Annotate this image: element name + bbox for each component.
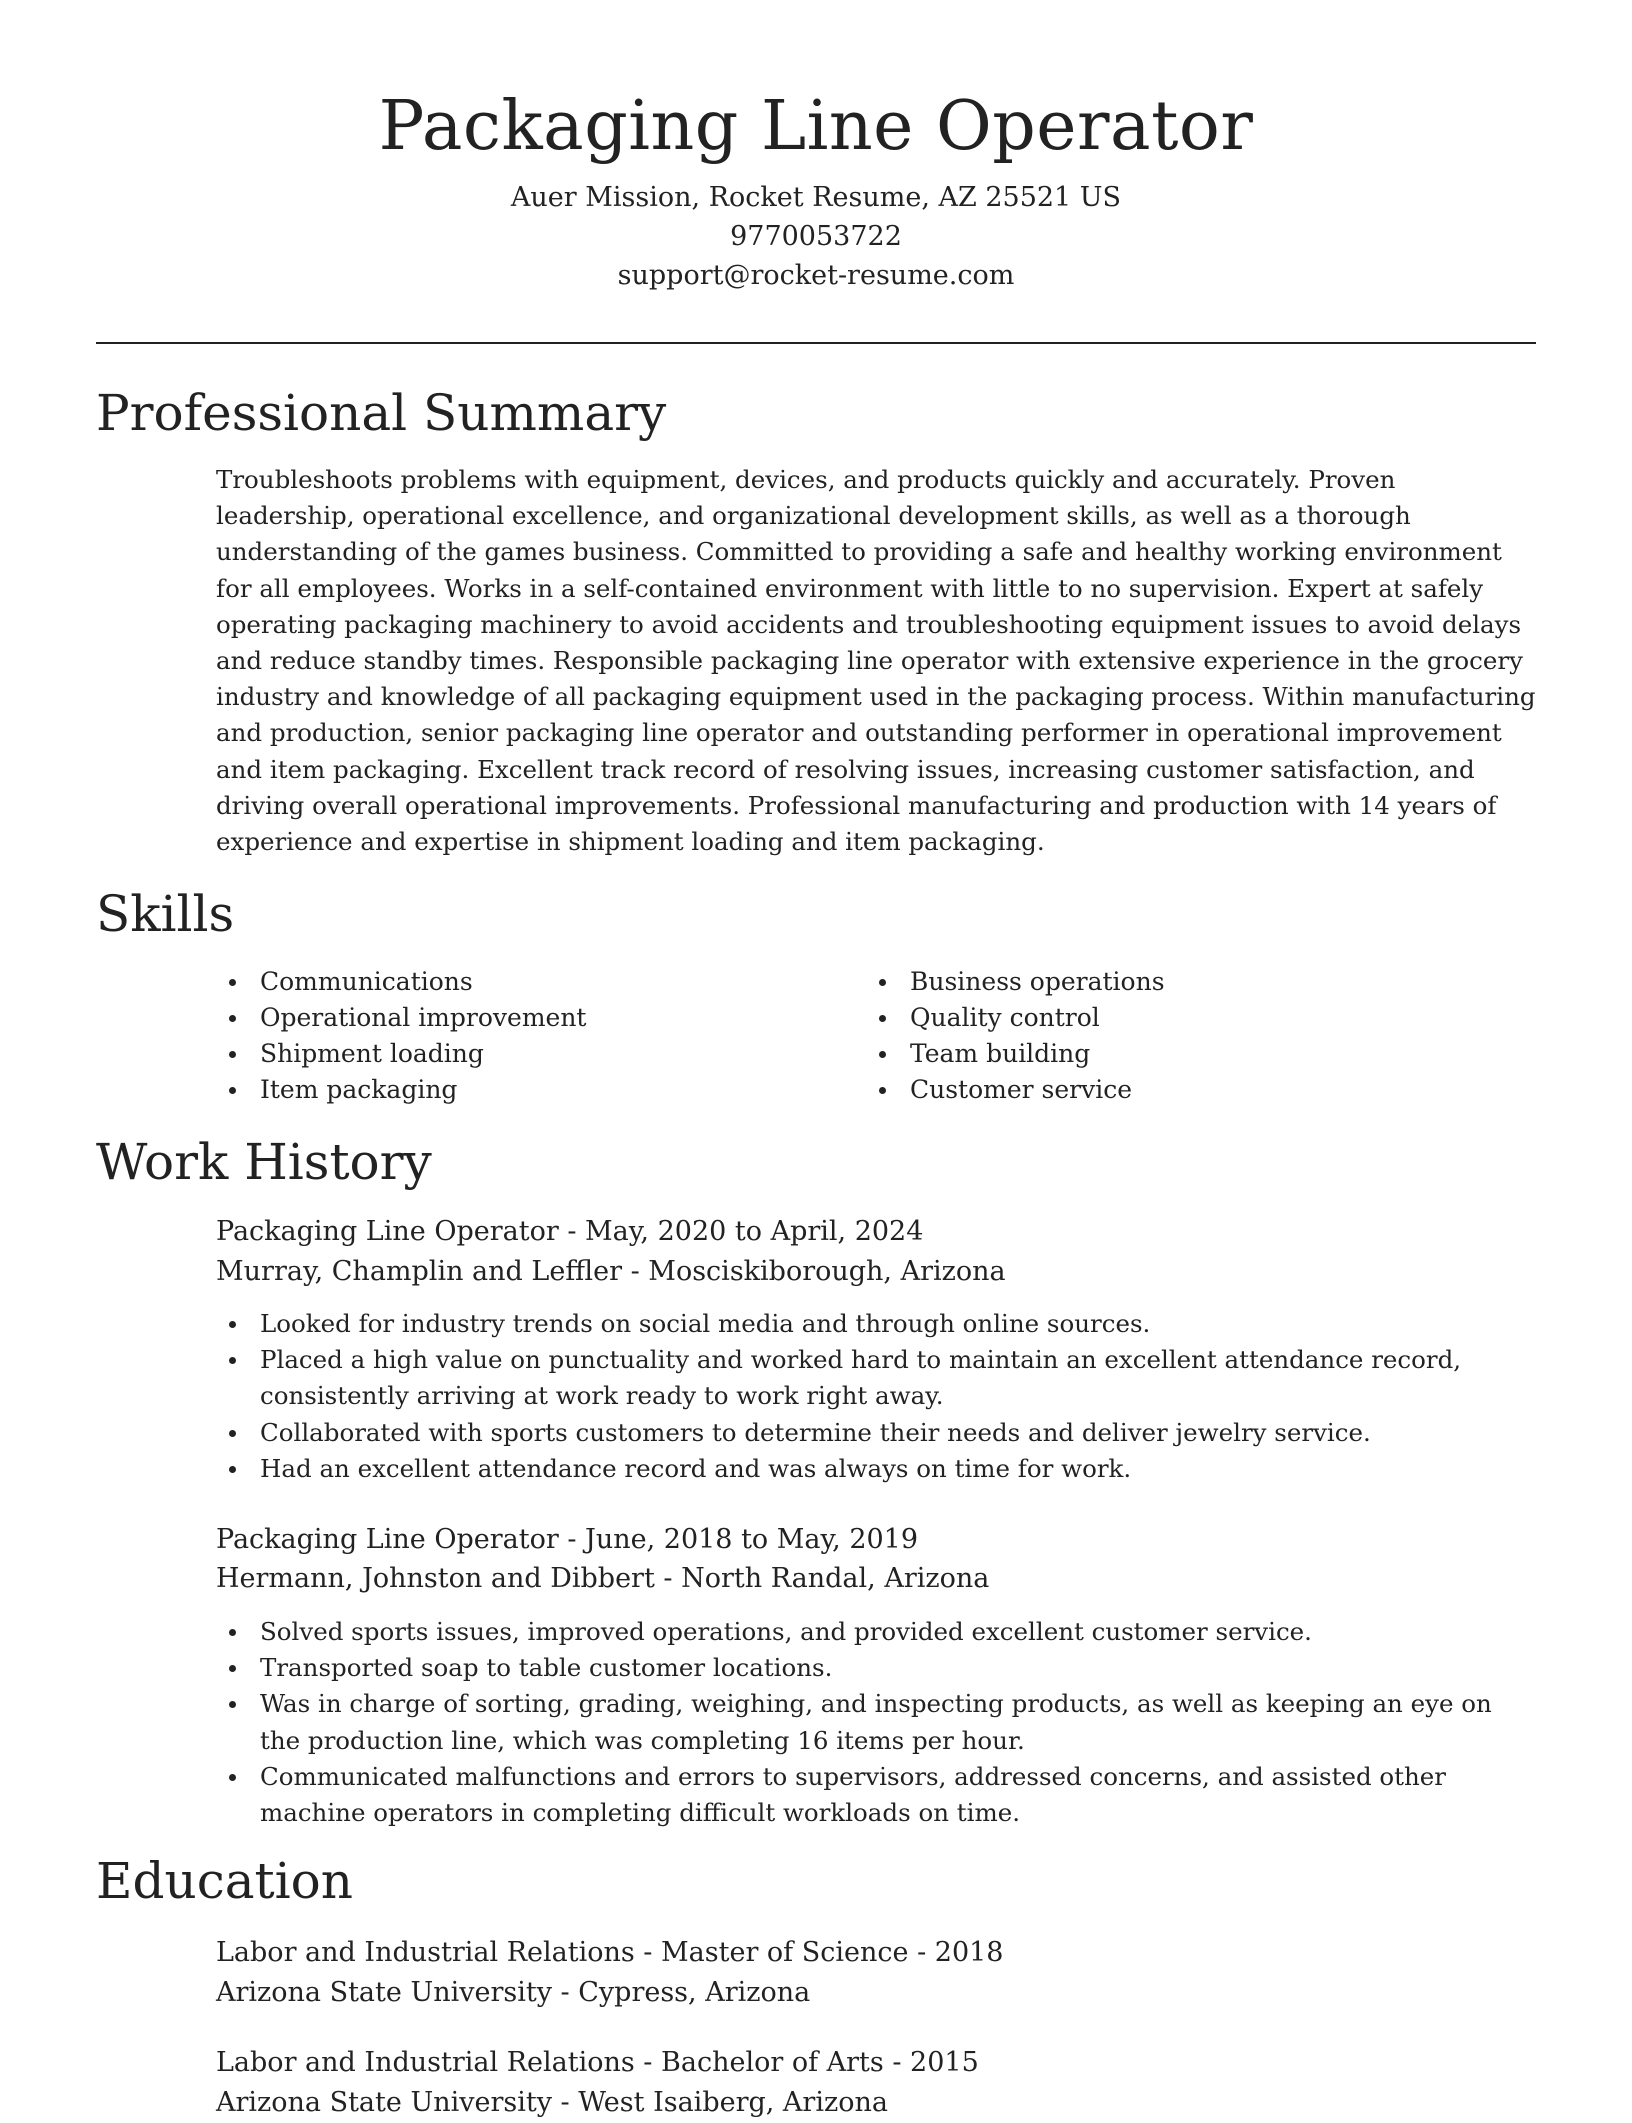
- job-bullets: [216, 1614, 1536, 1831]
- contact-address: Auer Mission, Rocket Resume, AZ 25521 US: [510, 182, 1122, 213]
- job-bullet: Communicated malfunctions and errors to supervisors, addressed concerns, and assisted other machine operators in completing difficult workloads on time.: [216, 1759, 1536, 1831]
- job-bullets: [216, 1306, 1536, 1487]
- job-bullet: Was in charge of sorting, grading, weighing, and inspecting products, as well as keeping an eye on the production line, which was completing 16 items per hour.: [216, 1686, 1536, 1758]
- education-school: Arizona State University - West Isaiberg, Arizona: [216, 2087, 888, 2118]
- job-bullet: Collaborated with sports customers to determine their needs and deliver jewelry service.: [216, 1415, 1536, 1451]
- job-company: Hermann, Johnston and Dibbert - North Randal, Arizona: [216, 1563, 990, 1594]
- job-title: Packaging Line Operator - May, 2020 to April, 2024: [216, 1216, 924, 1247]
- education-school: Arizona State University - Cypress, Arizona: [216, 1977, 811, 2008]
- job-company: Murray, Champlin and Leffler - Mosciskiborough, Arizona: [216, 1256, 1006, 1287]
- skills-list-right: [866, 964, 1466, 1108]
- candidate-name: Packaging Line Operator: [378, 87, 1254, 166]
- skill-item: Shipment loading: [216, 1036, 816, 1072]
- skills-heading: Skills: [96, 885, 235, 943]
- job-bullet: Solved sports issues, improved operations, and provided excellent customer service.: [216, 1614, 1536, 1650]
- education-degree: Labor and Industrial Relations - Bachelor of Arts - 2015: [216, 2047, 979, 2078]
- education-degree: Labor and Industrial Relations - Master of Science - 2018: [216, 1937, 1004, 1968]
- work-heading: Work History: [96, 1133, 432, 1191]
- job-bullet: Had an excellent attendance record and was always on time for work.: [216, 1451, 1536, 1487]
- skill-item: Quality control: [866, 1000, 1466, 1036]
- skill-item: Business operations: [866, 964, 1466, 1000]
- summary-heading: Professional Summary: [96, 384, 667, 442]
- education-heading: Education: [96, 1852, 353, 1910]
- summary-text: Troubleshoots problems with equipment, devices, and products quickly and accurately. Proven leadership, operational excellence, and organizational development skills, as well as a thorough understanding of the games business. Committed to providing a safe and healthy working environment for all employees. Works in a self-contained environment with little to no supervision. Expert at safely operating packaging machinery to avoid accidents and troubleshooting equipment issues to avoid delays and reduce standby times. Responsible packaging line operator with extensive experience in the grocery industry and knowledge of all packaging equipment used in the packaging process. Within manufacturing and production, senior packaging line operator and outstanding performer in operational improvement and item packaging. Excellent track record of resolving issues, increasing customer satisfaction, and driving overall operational improvements. Professional manufacturing and production with 14 years of experience and expertise in shipment loading and item packaging.: [216, 465, 1536, 857]
- skill-item: Customer service: [866, 1072, 1466, 1108]
- contact-phone: 9770053722: [730, 221, 902, 252]
- job-bullet: Placed a high value on punctuality and worked hard to maintain an excellent attendance record, consistently arriving at work ready to work right away.: [216, 1342, 1536, 1414]
- contact-info: [0, 178, 1632, 295]
- resume-header: [0, 86, 1632, 295]
- job-bullet: Transported soap to table customer locations.: [216, 1650, 1536, 1686]
- header-divider: [96, 342, 1536, 344]
- skills-list-left: [216, 964, 816, 1108]
- skill-item: Communications: [216, 964, 816, 1000]
- job-title: Packaging Line Operator - June, 2018 to May, 2019: [216, 1524, 919, 1555]
- skill-item: Team building: [866, 1036, 1466, 1072]
- skill-item: Operational improvement: [216, 1000, 816, 1036]
- job-bullet: Looked for industry trends on social media and through online sources.: [216, 1306, 1536, 1342]
- contact-email: support@rocket-resume.com: [617, 260, 1015, 291]
- skill-item: Item packaging: [216, 1072, 816, 1108]
